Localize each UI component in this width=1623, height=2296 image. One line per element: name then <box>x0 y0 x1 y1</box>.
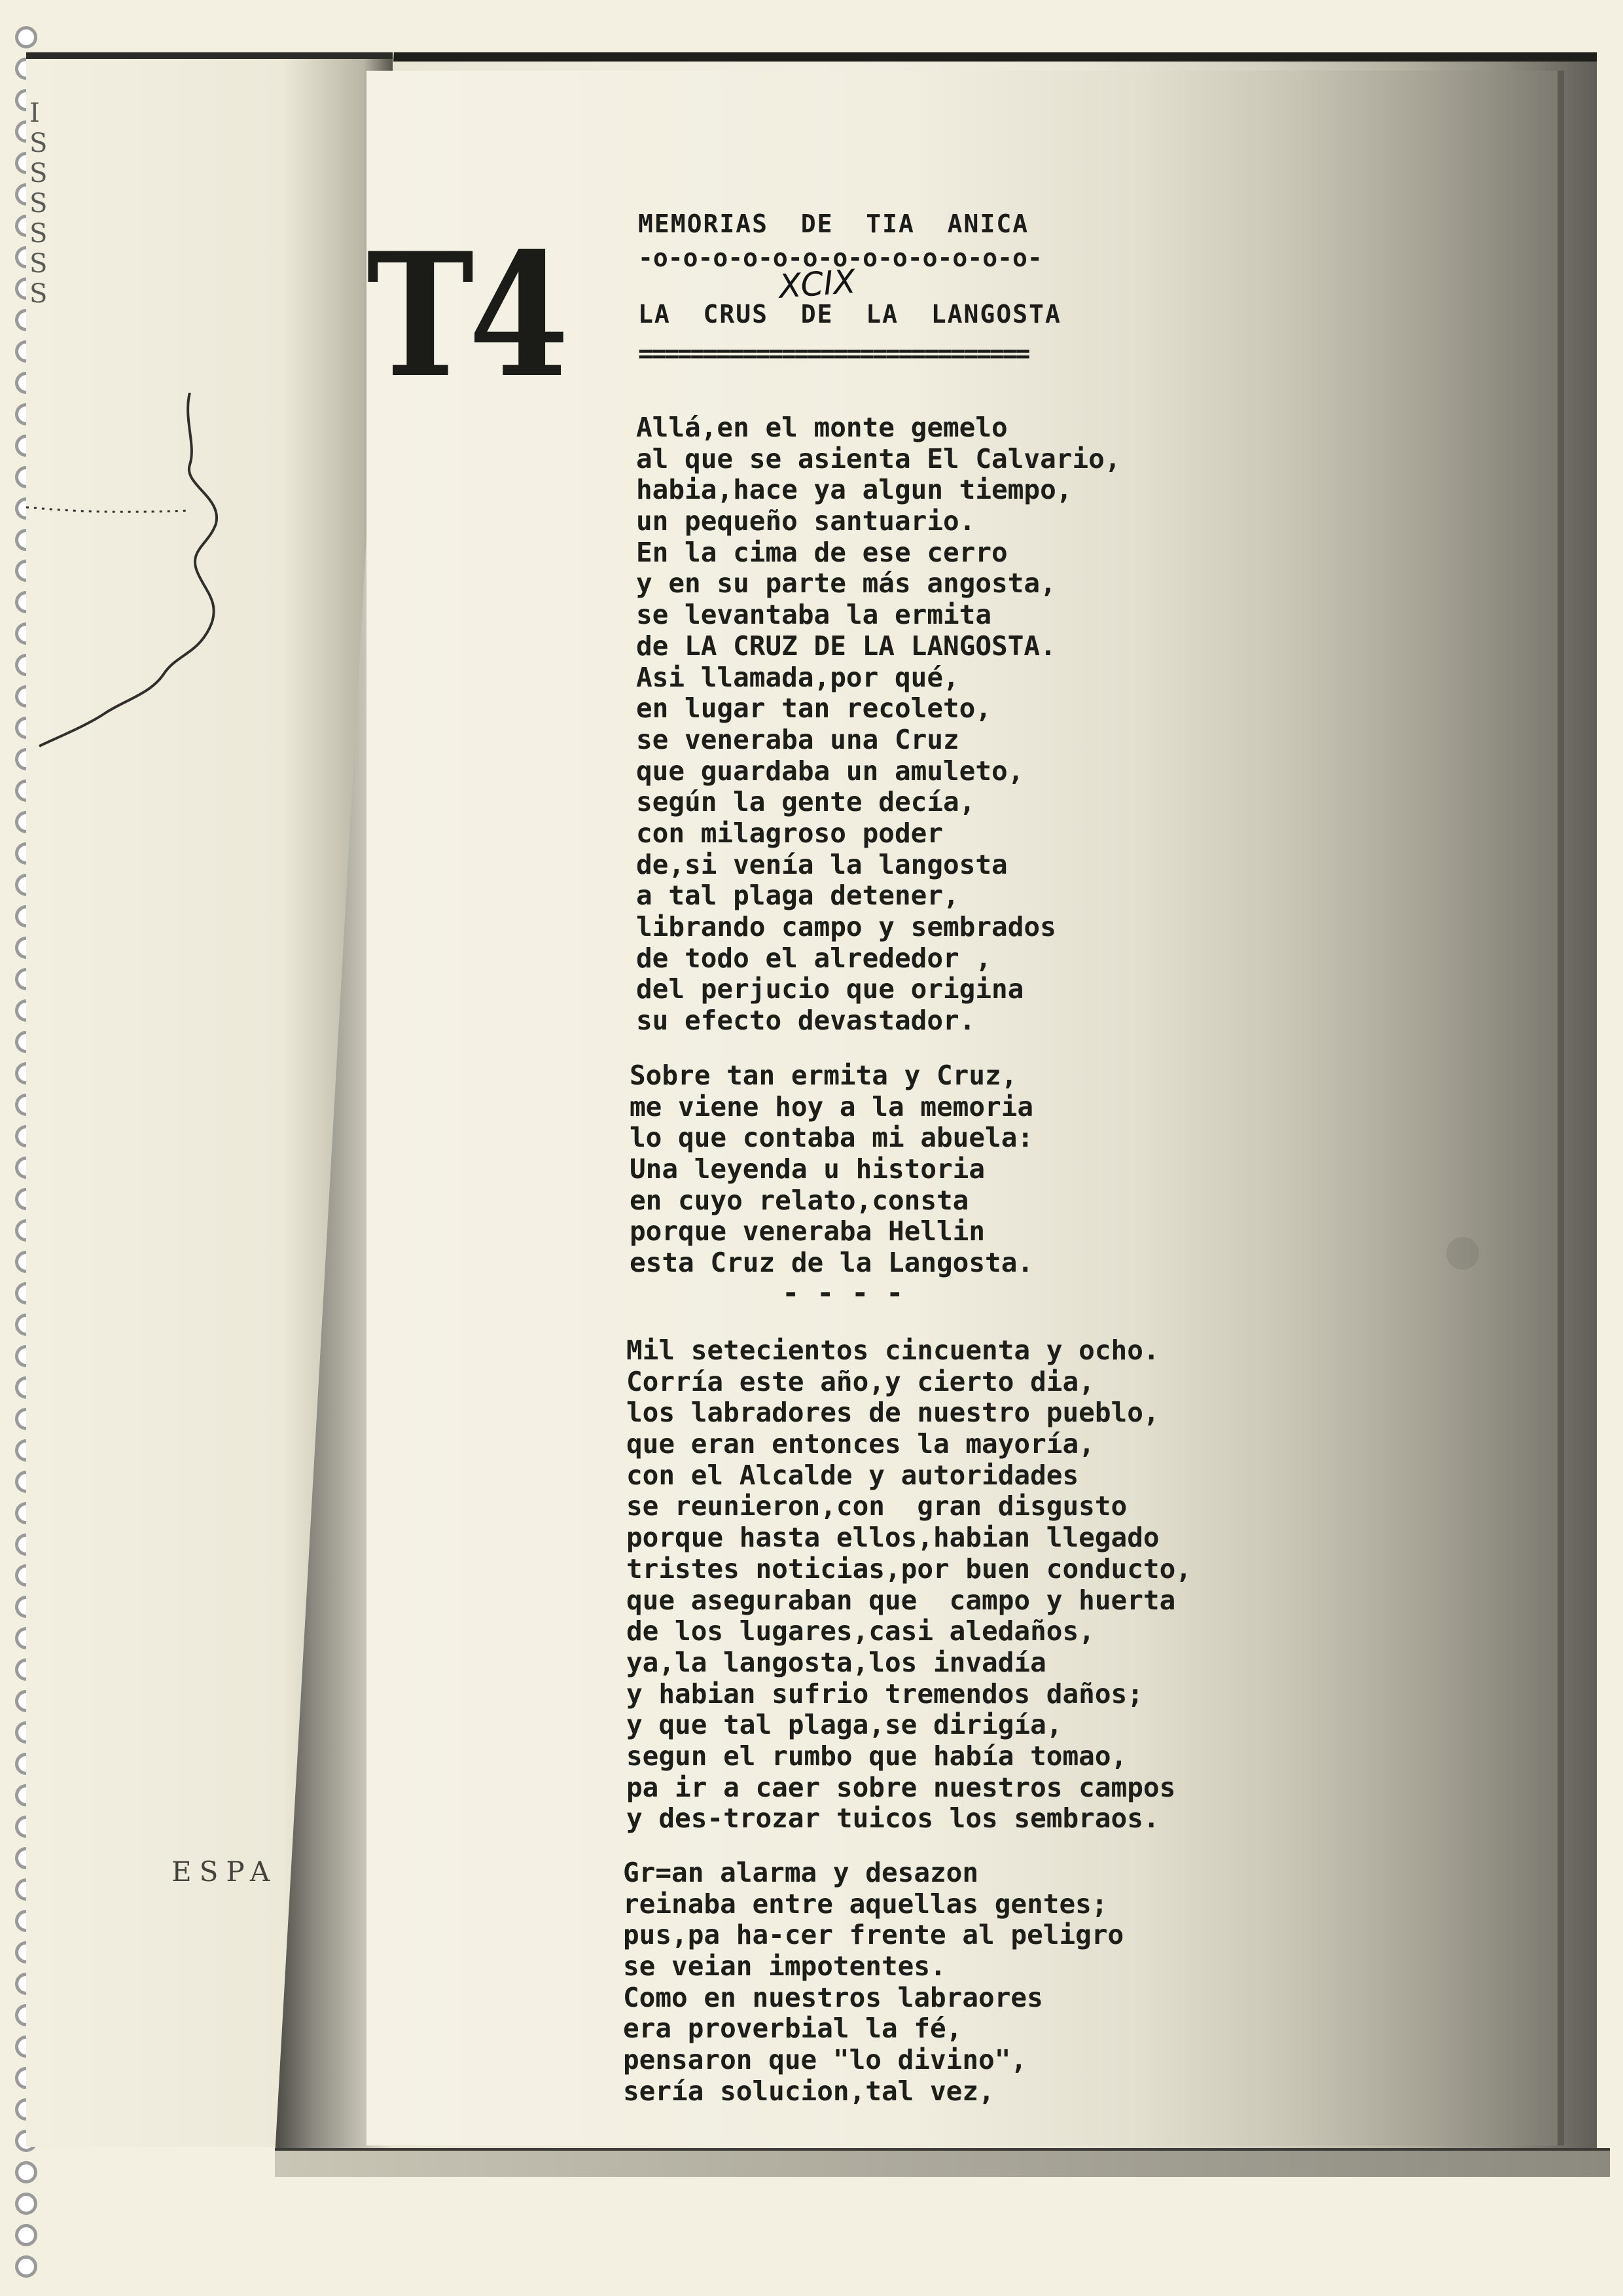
page-bottom-edge <box>275 2148 1610 2177</box>
poem-line: con el Alcalde y autoridades <box>626 1459 1079 1491</box>
poem-line: su efecto devastador. <box>636 1005 976 1037</box>
poem-line: Asi llamada,por qué, <box>636 661 959 693</box>
poem-line: se levantaba la ermita <box>636 599 992 631</box>
poem-line: según la gente decía, <box>636 786 976 818</box>
poem-line: tristes noticias,por buen conducto, <box>626 1552 1192 1585</box>
poem-line: que eran entonces la mayoría, <box>626 1428 1095 1460</box>
poem-line: al que se asienta El Calvario, <box>636 442 1121 475</box>
binding-hole <box>15 2193 37 2215</box>
poem-line: los labradores de nuestro pueblo, <box>626 1397 1160 1429</box>
binding-hole <box>15 26 37 48</box>
poem-line: Sobre tan ermita y Cruz, <box>630 1060 1018 1091</box>
poem-line: pa ir a caer sobre nuestros campos <box>626 1771 1176 1803</box>
poem-line: esta Cruz de la Langosta. <box>630 1247 1034 1279</box>
handwritten-roman-numeral: XCIX <box>777 262 857 306</box>
subtitle-separator: ============================== <box>638 339 1029 368</box>
map-coastline-drawing <box>26 393 223 759</box>
poem-line: y habian sufrio tremendos daños; <box>626 1677 1143 1710</box>
poem-line: de LA CRUZ DE LA LANGOSTA. <box>636 630 1056 662</box>
poem-line: Allá,en el monte gemelo <box>636 412 1008 443</box>
poem-line: que guardaba un amuleto, <box>636 755 1024 787</box>
section-divider: - - - - <box>782 1276 904 1310</box>
document-subtitle: LA CRUS DE LA LANGOSTA <box>638 300 1061 329</box>
poem-line: que aseguraban que campo y huerta <box>626 1584 1176 1616</box>
poem-line: habia,hace ya algun tiempo, <box>636 474 1073 506</box>
poem-line: y en su parte más angosta, <box>636 567 1056 600</box>
poem-line: de,si venía la langosta <box>636 848 1008 880</box>
poem-line: de todo el alrededor , <box>636 942 992 974</box>
poem-line: con milagroso poder <box>636 817 943 849</box>
poem-line: en cuyo relato,consta <box>630 1184 969 1216</box>
poem-line: pus,pa ha-cer frente al peligro <box>623 1919 1124 1951</box>
poem-line: Como en nuestros labraores <box>623 1981 1043 2013</box>
poem-line: ya,la langosta,los invadía <box>626 1646 1046 1678</box>
poem-line: se reunieron,con gran disgusto <box>626 1490 1128 1522</box>
poem-line: del perjucio que origina <box>636 973 1024 1005</box>
binding-hole <box>15 2161 37 2183</box>
poem-line: porque hasta ellos,habian llegado <box>626 1522 1160 1554</box>
poem-line: a tal plaga detener, <box>636 880 959 912</box>
poem-line: y que tal plaga,se dirigía, <box>626 1709 1063 1741</box>
poem-stanza-2 <box>630 1060 1033 1279</box>
poem-line: y des-trozar tuicos los sembraos. <box>626 1803 1160 1835</box>
poem-line: sería solucion,tal vez, <box>623 2075 995 2107</box>
poem-stanza-1 <box>636 412 1121 1037</box>
poem-line: lo que contaba mi abuela: <box>630 1122 1034 1154</box>
poem-line: segun el rumbo que había tomao, <box>626 1740 1128 1772</box>
poem-line: Gr=an alarma y desazon <box>623 1857 979 1888</box>
poem-line: era proverbial la fé, <box>623 2013 963 2045</box>
poem-stanza-3 <box>626 1335 1192 1835</box>
poem-line: porque veneraba Hellin <box>630 1215 986 1247</box>
poem-line: Mil setecientos cincuenta y ocho. <box>626 1335 1160 1366</box>
poem-line: se veneraba una Cruz <box>636 723 959 755</box>
document-title: MEMORIAS DE TIA ANICA <box>638 209 1029 238</box>
left-page-label: ESPA <box>171 1856 278 1888</box>
poem-line: pensaron que "lo divino", <box>623 2044 1027 2076</box>
binding-hole <box>15 2255 37 2278</box>
poem-line: en lugar tan recoleto, <box>636 692 992 725</box>
poem-stanza-4 <box>623 1857 1124 2108</box>
page-number: T4 <box>366 216 564 416</box>
poem-line: de los lugares,casi aledaños, <box>626 1615 1095 1647</box>
poem-line: Una leyenda u historia <box>630 1153 986 1185</box>
poem-line: reinaba entre aquellas gentes; <box>623 1888 1108 1920</box>
poem-line: En la cima de ese cerro <box>636 536 1008 568</box>
poem-line: librando campo y sembrados <box>636 911 1056 942</box>
poem-line: Corría este año,y cierto dia, <box>626 1365 1095 1397</box>
poem-line: me viene hoy a la memoria <box>630 1090 1034 1122</box>
binding-hole <box>15 2224 37 2246</box>
poem-line: un pequeño santuario. <box>636 505 976 537</box>
title-separator: -o-o-o-o-o-o-o-o-o-o-o-o-o- <box>638 243 1043 272</box>
left-edge-marks: I S S S S S S <box>29 98 48 309</box>
poem-line: se veian impotentes. <box>623 1950 946 1982</box>
smudge <box>1446 1237 1479 1270</box>
